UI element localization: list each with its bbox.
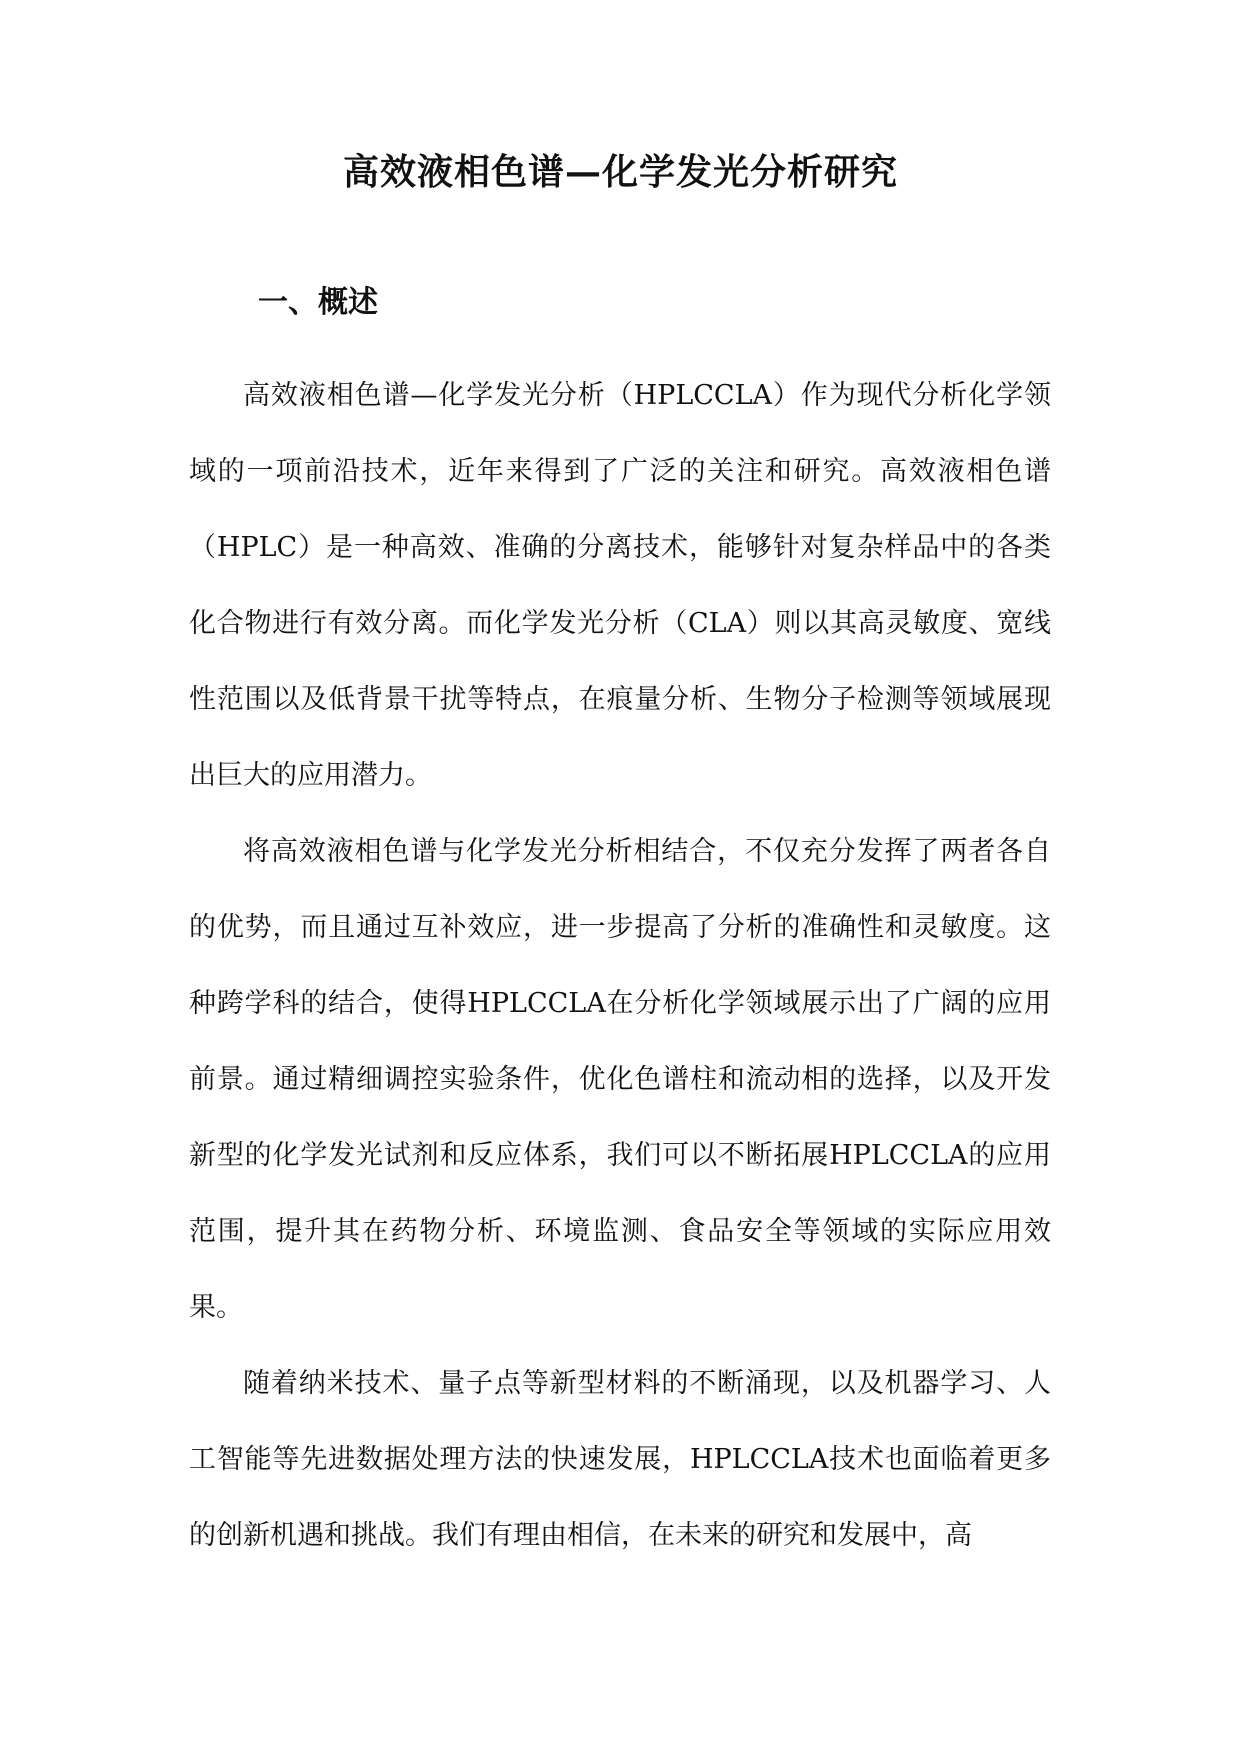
paragraph-combination: 将高效液相色谱与化学发光分析相结合，不仅充分发挥了两者各自的优势，而且通过互补效应，进一步提高了分析的准确性和灵敏度。这种跨学科的结合，使得HPLCCLA在分析化学领域展示出了广阔的应用前景。通过精细调控实验条件，优化色谱柱和流动相的选择，以及开发新型的化学发光试剂和反应体系，我们可以不断拓展HPLCCLA的应用范围，提升其在药物分析、环境监测、食品安全等领域的实际应用效果。	[189, 836, 1051, 1323]
paragraph-overview-intro: 高效液相色谱—化学发光分析（HPLCCLA）作为现代分析化学领域的一项前沿技术，近年来得到了广泛的关注和研究。高效液相色谱（HPLC）是一种高效、准确的分离技术，能够针对复杂样品中的各类化合物进行有效分离。而化学发光分析（CLA）则以其高灵敏度、宽线性范围以及低背景干扰等特点，在痕量分析、生物分子检测等领域展现出巨大的应用潜力。	[189, 380, 1051, 791]
section-heading: 一、概述	[258, 285, 378, 320]
document-title: 高效液相色谱—化学发光分析研究	[342, 151, 898, 193]
paragraph-future-outlook: 随着纳米技术、量子点等新型材料的不断涌现，以及机器学习、人工智能等先进数据处理方法的快速发展，HPLCCLA技术也面临着更多的创新机遇和挑战。我们有理由相信，在未来的研究和发展中，高	[189, 1368, 1051, 1551]
section-body	[189, 358, 1051, 1574]
